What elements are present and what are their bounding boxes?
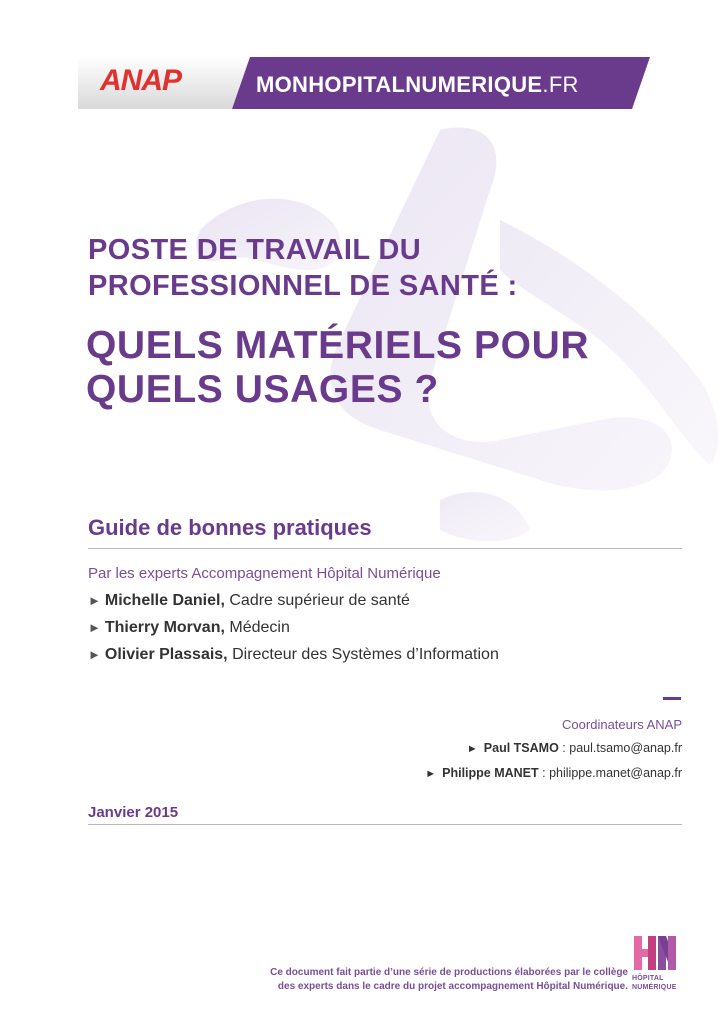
experts-intro: Par les experts Accompagnement Hôpital Numérique — [88, 565, 441, 582]
expert-role: Cadre supérieur de santé — [229, 592, 410, 609]
divider — [88, 824, 682, 825]
subtitle-line-1: POSTE DE TRAVAIL DU — [88, 234, 422, 266]
coordinator-item — [467, 741, 682, 755]
bullet-arrow-icon: ► — [88, 620, 101, 635]
site-name: MONHOPITALNUMERIQUE — [256, 72, 543, 97]
coordinator-name: Paul TSAMO — [483, 741, 559, 755]
publication-date: Janvier 2015 — [88, 804, 179, 821]
document-subtitle — [88, 232, 688, 304]
anap-logo-text: ANAP — [100, 64, 182, 97]
accent-dash — [663, 697, 681, 700]
expert-role: Médecin — [229, 619, 290, 636]
expert-role: Directeur des Systèmes d’Information — [232, 646, 499, 663]
footer-note — [240, 966, 628, 994]
coordinator-name: Philippe MANET — [442, 766, 539, 780]
site-tld: .FR — [542, 72, 579, 97]
document-title — [86, 324, 706, 412]
guide-heading: Guide de bonnes pratiques — [88, 515, 372, 540]
bullet-arrow-icon: ► — [88, 593, 101, 608]
footer-line-2: des experts dans le cadre du projet accompagnement Hôpital Numérique. — [277, 981, 628, 992]
subtitle-line-2: PROFESSIONNEL DE SANTÉ : — [88, 270, 518, 302]
bullet-arrow-icon: ► — [466, 743, 478, 755]
anap-logo[interactable] — [100, 64, 181, 98]
title-line-1: QUELS MATÉRIELS POUR — [86, 324, 590, 367]
coordinator-item — [425, 766, 682, 780]
hopital-numerique-caption — [632, 974, 677, 992]
divider — [88, 548, 682, 549]
expert-item — [88, 619, 290, 637]
expert-name: Olivier Plassais, — [104, 646, 228, 663]
expert-name: Thierry Morvan, — [104, 619, 225, 636]
expert-name: Michelle Daniel, — [104, 592, 225, 609]
site-title[interactable] — [256, 72, 579, 98]
coordinator-email[interactable]: : paul.tsamo@anap.fr — [562, 741, 682, 755]
coordinators-label: Coordinateurs ANAP — [562, 717, 682, 732]
title-line-2: QUELS USAGES ? — [86, 368, 439, 411]
hn-caption-line-1: HÔPITAL — [632, 975, 664, 982]
expert-item — [88, 646, 499, 664]
expert-item — [88, 592, 410, 610]
hn-caption-line-2: NUMÉRIQUE — [632, 984, 677, 991]
bullet-arrow-icon: ► — [88, 647, 101, 662]
footer-line-1: Ce document fait partie d’une série de productions élaborées par le collège — [270, 967, 628, 978]
bullet-arrow-icon: ► — [425, 768, 437, 780]
coordinator-email[interactable]: : philippe.manet@anap.fr — [542, 766, 682, 780]
